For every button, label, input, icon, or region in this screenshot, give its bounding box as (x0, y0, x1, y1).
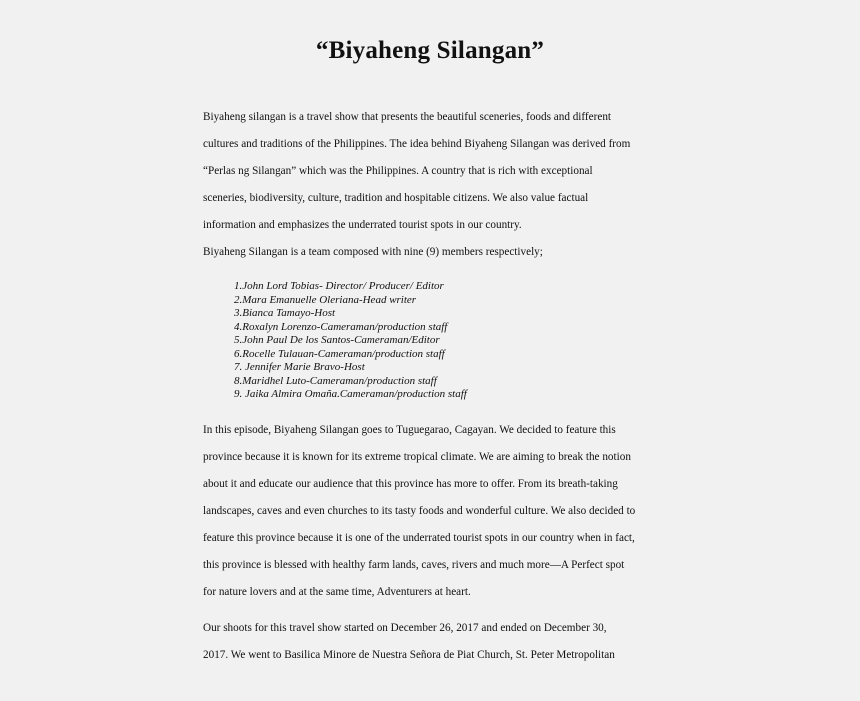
paragraph-1-line-2: cultures and traditions of the Philippines. The idea behind Biyaheng Silangan was derived from (203, 138, 631, 150)
member-item-2: 2.Mara Emanuelle Oleriana-Head writer (234, 294, 417, 306)
paragraph-2-line-4: landscapes, caves and even churches to its tasty foods and wonderful culture. We also decided to (203, 505, 636, 517)
paragraph-2-line-2: province because it is known for its extreme tropical climate. We are aiming to break the notion (203, 451, 631, 463)
member-item-5: 5.John Paul De los Santos-Cameraman/Editor (234, 334, 440, 346)
team-intro: Biyaheng Silangan is a team composed with nine (9) members respectively; (203, 246, 543, 258)
paragraph-2-line-1: In this episode, Biyaheng Silangan goes to Tuguegarao, Cagayan. We decided to feature this (203, 424, 616, 436)
member-item-7: 7. Jennifer Marie Bravo-Host (234, 361, 365, 373)
paragraph-3-line-1: Our shoots for this travel show started on December 26, 2017 and ended on December 30, (203, 622, 607, 634)
member-item-6: 6.Rocelle Tulauan-Cameraman/production staff (234, 348, 445, 360)
paragraph-1-line-5: information and emphasizes the underrated tourist spots in our country. (203, 219, 522, 231)
member-item-3: 3.Bianca Tamayo-Host (234, 307, 336, 319)
member-item-4: 4.Roxalyn Lorenzo-Cameraman/production staff (234, 321, 448, 333)
member-item-8: 8.Maridhel Luto-Cameraman/production staff (234, 375, 437, 387)
paragraph-2-line-5: feature this province because it is one of the underrated tourist spots in our country when in fact, (203, 532, 635, 544)
paragraph-1-line-3: “Perlas ng Silangan” which was the Philippines. A country that is rich with exceptional (203, 165, 593, 177)
paragraph-2-line-6: this province is blessed with healthy farm lands, caves, rivers and much more—A Perfect spot (203, 559, 625, 571)
document-title: “Biyaheng Silangan” (315, 37, 545, 64)
paragraph-3-line-2: 2017. We went to Basilica Minore de Nuestra Señora de Piat Church, St. Peter Metropolitan (203, 649, 615, 661)
paragraph-1-line-1: Biyaheng silangan is a travel show that presents the beautiful sceneries, foods and different (203, 111, 612, 123)
member-item-9: 9. Jaika Almira Omaña.Cameraman/production staff (234, 388, 467, 400)
paragraph-1-line-4: sceneries, biodiversity, culture, tradition and hospitable citizens. We also value factual (203, 192, 589, 204)
paragraph-2-line-3: about it and educate our audience that this province has more to offer. From its breath-taking (203, 478, 618, 490)
paragraph-2-line-7: for nature lovers and at the same time, Adventurers at heart. (203, 586, 471, 598)
member-item-1: 1.John Lord Tobias- Director/ Producer/ Editor (234, 280, 444, 292)
